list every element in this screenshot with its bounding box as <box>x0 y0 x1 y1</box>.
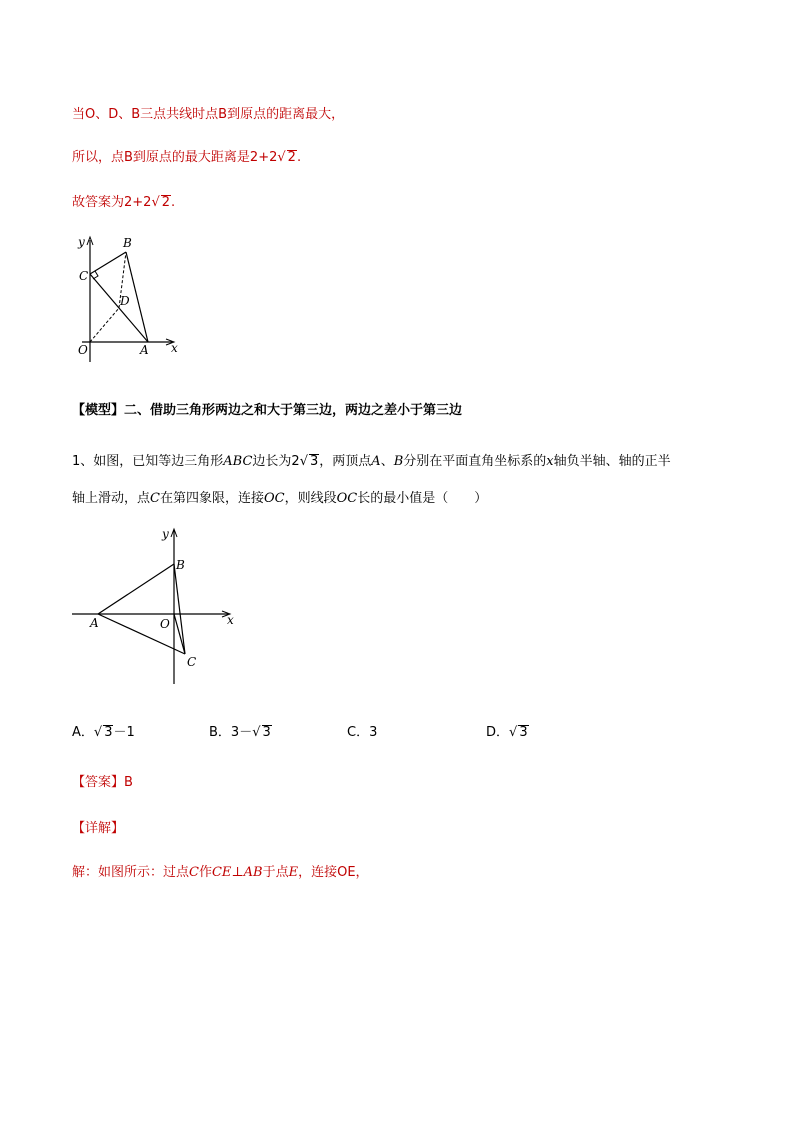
fig1-label-b: B <box>123 236 132 250</box>
fig1-label-c: C <box>79 269 89 283</box>
problem-triangle-name: ABC <box>223 454 253 469</box>
sqrt-icon: √ <box>299 454 308 469</box>
fig2-label-y: y <box>162 527 169 541</box>
sqrt-icon: √ <box>277 150 286 165</box>
fig1-dashed-od <box>90 308 119 342</box>
solution-line-answer <box>72 191 175 210</box>
solution-line-collinear <box>72 103 344 122</box>
sqrt-icon: √ <box>252 725 261 740</box>
max-distance-suffix: . <box>296 150 302 165</box>
option-d[interactable] <box>486 721 529 740</box>
option-b-label: B．3－ <box>209 725 253 740</box>
option-a-rest: －1 <box>113 725 135 740</box>
fig1-label-o: O <box>78 343 88 357</box>
fig1-label-a: A <box>140 343 149 357</box>
fig2-segment-oc <box>174 614 185 654</box>
figure-2-diagram <box>68 524 248 689</box>
fig2-segment-bc <box>174 564 185 654</box>
problem-text-2: 边长为2 <box>252 454 300 469</box>
section-title <box>72 399 462 418</box>
problem-text-4: 、 <box>380 454 394 469</box>
problem-text-3: ，两顶点 <box>319 454 372 469</box>
option-a[interactable] <box>72 721 135 740</box>
solution-line-max-distance <box>72 146 301 165</box>
detail-label: 【详解】 <box>72 821 125 836</box>
solution-perpendicular: CE⊥AB <box>211 865 263 880</box>
sqrt-icon: √ <box>93 725 103 740</box>
solution-text-2: 作 <box>198 865 212 880</box>
problem-line-2 <box>72 487 487 506</box>
fig1-label-x: x <box>171 341 178 355</box>
sqrt-icon: √ <box>509 725 518 740</box>
problem-text-1: 1、如图，已知等边三角形 <box>72 454 224 469</box>
option-d-label: D． <box>486 725 510 740</box>
problem-point-b: B <box>393 454 404 469</box>
solution-line <box>72 861 369 880</box>
max-distance-value: 2+2 <box>249 150 278 165</box>
detail-heading <box>72 817 124 836</box>
fig2-segment-ab <box>98 564 174 614</box>
option-c-label: C．3 <box>347 725 378 740</box>
answer-suffix: . <box>171 195 176 210</box>
problem-segment-oc-2: OC <box>336 491 358 506</box>
fig1-segment-cb <box>90 252 126 274</box>
problem-side-sqrt: 3 <box>310 454 319 469</box>
problem-text-6: 轴负半轴、轴的正半 <box>553 454 671 469</box>
fig2-segment-ac <box>98 614 185 654</box>
fig2-label-c: C <box>187 655 197 669</box>
problem-text-9: ，则线段 <box>284 491 337 506</box>
answer-prefix: 故答案为 <box>72 195 125 210</box>
answer-label: 【答案】B <box>72 775 133 790</box>
option-a-label: A． <box>72 725 94 740</box>
max-distance-sqrt: 2 <box>287 150 296 165</box>
solution-text-1: 解：如图所示：过点 <box>72 865 190 880</box>
solution-text-3: 于点 <box>262 865 289 880</box>
option-b[interactable] <box>209 721 272 740</box>
solution-point-c: C <box>189 865 199 880</box>
answer-line <box>72 771 133 790</box>
solution-text-4: ，连接OE， <box>298 865 369 880</box>
problem-line-1 <box>72 450 671 469</box>
answer-sqrt: 2 <box>161 195 171 210</box>
problem-text-7: 轴上滑动，点 <box>72 491 151 506</box>
option-c[interactable] <box>347 721 377 740</box>
problem-text-10: 长的最小值是（ ） <box>357 491 488 506</box>
problem-segment-oc-1: OC <box>263 491 285 506</box>
option-b-sqrt: 3 <box>262 725 271 740</box>
option-d-sqrt: 3 <box>519 725 528 740</box>
max-distance-prefix: 所以，点B到原点的最大距离是 <box>72 150 250 165</box>
problem-text-5: 分别在平面直角坐标系的 <box>403 454 547 469</box>
sqrt-icon: √ <box>151 195 160 210</box>
figure-1-diagram <box>70 232 190 372</box>
fig2-label-a: A <box>90 616 99 630</box>
section-title-text: 【模型】二、借助三角形两边之和大于第三边，两边之差小于第三边 <box>72 403 463 418</box>
solution-point-e: E <box>288 865 299 880</box>
problem-x-axis: x <box>546 454 554 469</box>
collinear-text: 当O、D、B三点共线时点B到原点的距离最大， <box>72 107 345 122</box>
answer-value: 2+2 <box>124 195 152 210</box>
fig1-label-y: y <box>78 235 85 249</box>
fig1-label-d: D <box>120 294 130 308</box>
problem-text-8: 在第四象限，连接 <box>159 491 264 506</box>
option-a-sqrt: 3 <box>104 725 113 740</box>
fig2-label-x: x <box>227 613 234 627</box>
fig2-label-b: B <box>176 558 185 572</box>
fig2-label-o: O <box>160 617 170 631</box>
problem-point-c: C <box>150 491 160 506</box>
problem-point-a: A <box>371 454 381 469</box>
